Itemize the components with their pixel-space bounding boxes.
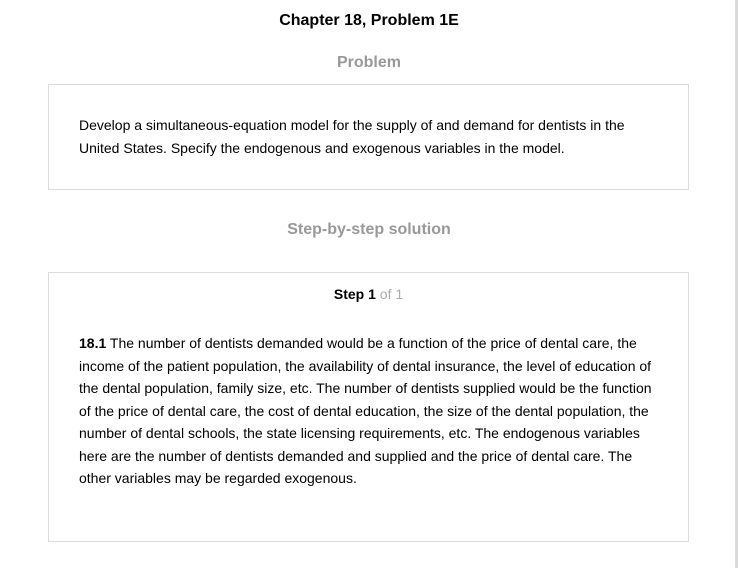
step-indicator — [49, 286, 688, 302]
problem-text: Develop a simultaneous-equation model for the supply of and demand for dentists in the United States. Specify the endogenous and exogenous variables in the model. — [79, 117, 625, 156]
step-total: of 1 — [379, 286, 404, 302]
chapter-title: Chapter 18, Problem 1E — [279, 12, 459, 29]
solution-number: 18.1 — [79, 335, 107, 351]
step-word: Step — [333, 286, 365, 302]
solution-box — [48, 272, 689, 542]
solution-heading: Step-by-step solution — [287, 221, 451, 238]
solution-body: The number of dentists demanded would be a function of the price of dental care, the income of the patient population, the availability of dental insurance, the level of education of the dental population, family size, etc. The number of dentists supplied would be the function of the price of dental care, the cost of dental education, the size of the dental population, the number of dental schools, the state licensing requirements, etc. The endogenous variables here are the number of dentists demanded and supplied and the price of dental care. The other variables may be regarded exogenous. — [79, 335, 652, 486]
problem-heading: Problem — [336, 54, 401, 71]
step-number: 1 — [368, 286, 376, 302]
solution-text — [79, 332, 664, 490]
problem-box — [48, 84, 689, 190]
